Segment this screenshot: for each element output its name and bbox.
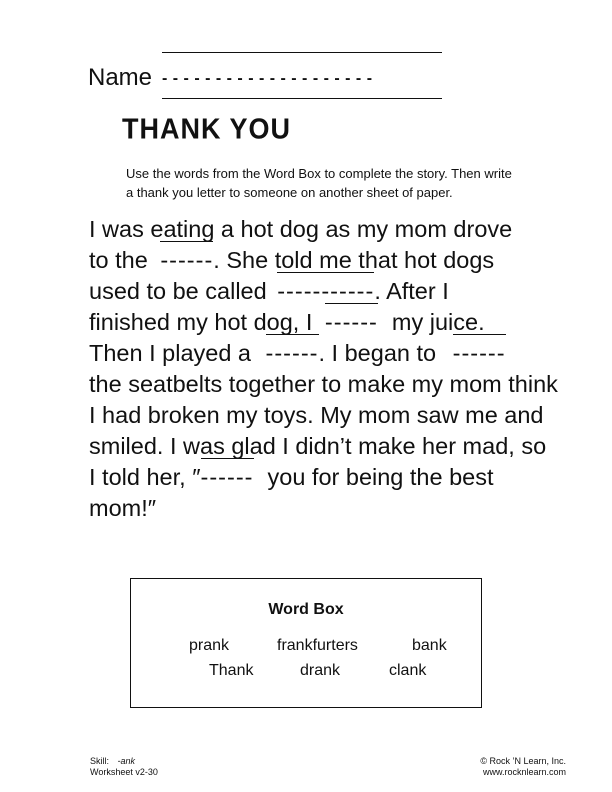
blank-dashes: ------ xyxy=(265,340,319,366)
word-box-title: Word Box xyxy=(268,601,344,618)
story-text: . She told me that hot dogs xyxy=(213,247,495,273)
blank-dashes: ----------- xyxy=(277,278,375,304)
story-text: you for being the best xyxy=(267,464,494,490)
website-text: www.rocknlearn.com xyxy=(482,767,566,777)
copyright-text: © Rock ’N Learn, Inc. xyxy=(480,756,566,766)
word-box xyxy=(130,578,482,708)
blank-rule xyxy=(325,303,378,304)
page-title: THANK YOU xyxy=(122,113,292,145)
blank-dashes: ------ xyxy=(452,340,506,366)
name-bottom-rule xyxy=(162,98,442,99)
answer-blank-4[interactable] xyxy=(266,338,319,368)
answer-blank-3[interactable] xyxy=(325,307,378,337)
story-line-2 xyxy=(89,245,494,275)
blank-rule xyxy=(266,334,319,335)
story-text: the seatbelts together to make my mom think xyxy=(89,371,558,397)
story-text: smiled. I was glad I didn’t make her mad, so xyxy=(89,433,547,459)
blank-rule xyxy=(160,241,213,242)
instructions xyxy=(126,164,526,202)
blank-dashes: ------ xyxy=(160,247,214,273)
story-text: Then I played a xyxy=(89,340,251,366)
blank-rule xyxy=(453,334,506,335)
word-thank: Thank xyxy=(209,662,254,679)
story-line-5 xyxy=(89,338,506,368)
answer-blank-6[interactable] xyxy=(201,462,254,492)
story-text: finished my hot dog, I xyxy=(89,309,313,335)
blank-dashes: ------ xyxy=(324,309,378,335)
word-bank: bank xyxy=(412,637,447,654)
story-line-4 xyxy=(89,307,485,337)
story-text: to the xyxy=(89,247,148,273)
story-text: I told her, ″ xyxy=(89,464,201,490)
story-text: . After I xyxy=(374,278,449,304)
blank-rule xyxy=(277,272,374,273)
story-line-9 xyxy=(89,462,494,492)
name-label: Name xyxy=(88,64,153,91)
skill-row xyxy=(90,756,158,767)
name-top-rule xyxy=(162,52,442,53)
word-clank: clank xyxy=(389,662,427,679)
instructions-line-1: Use the words from the Word Box to complete the story. Then write xyxy=(126,166,512,181)
blank-rule xyxy=(201,458,254,459)
word-prank: prank xyxy=(189,637,230,654)
story-line-6 xyxy=(89,369,558,399)
name-dashes[interactable]: - - - - - - - - - - - - - - - - - - - - xyxy=(162,70,373,87)
skill-label: Skill: xyxy=(90,756,110,766)
story-text: used to be called xyxy=(89,278,267,304)
worksheet-id: Worksheet v2-30 xyxy=(90,767,158,777)
story-line-3 xyxy=(89,276,449,306)
footer-skill xyxy=(90,756,158,778)
footer-copyright xyxy=(480,756,566,778)
answer-blank-2[interactable] xyxy=(277,276,374,306)
story-line-1 xyxy=(89,214,512,244)
story-text: mom!″ xyxy=(89,495,157,521)
story-text: I had broken my toys. My mom saw me and xyxy=(89,402,544,428)
answer-blank-1[interactable] xyxy=(160,245,213,275)
word-drank: drank xyxy=(300,662,341,679)
story-line-10 xyxy=(89,493,156,523)
story-text: I was eating a hot dog as my mom drove xyxy=(89,216,513,242)
story-line-8 xyxy=(89,431,546,461)
word-frankfurters: frankfurters xyxy=(277,637,358,654)
story-text: . I began to xyxy=(318,340,437,366)
answer-blank-5[interactable] xyxy=(453,338,506,368)
story-line-7 xyxy=(89,400,544,430)
story-text: my juice. xyxy=(391,309,485,335)
instructions-line-2: a thank you letter to someone on another sheet of paper. xyxy=(126,185,453,200)
blank-dashes: ------ xyxy=(200,464,254,490)
skill-value: -ank xyxy=(117,756,136,766)
